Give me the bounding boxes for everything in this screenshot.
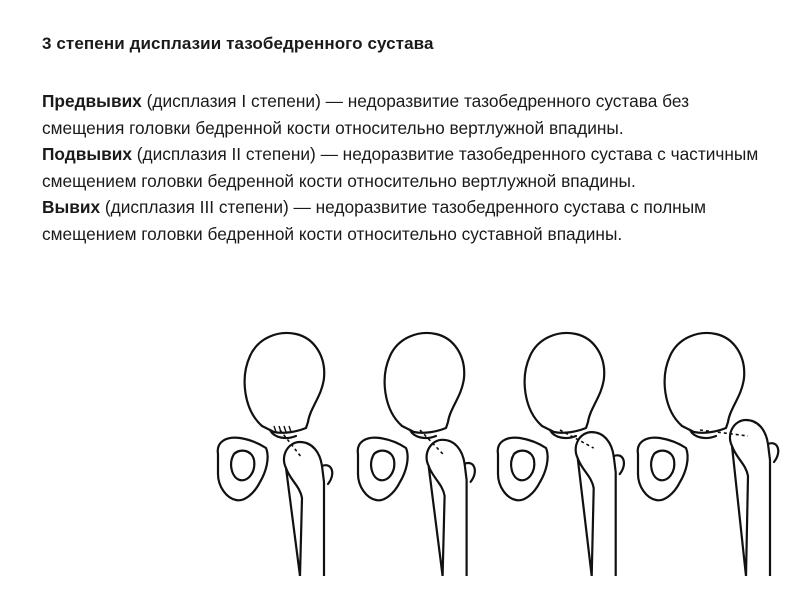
ilium-bone [665, 333, 745, 433]
slide-body [42, 88, 772, 247]
hatch-mark [289, 426, 291, 432]
femur-bone [284, 442, 324, 576]
definition: (дисплазия II степени) — недоразвитие тазобедренного сустава с частичным смещением головки бедренной кости относительно вертлужной впадины. [42, 144, 759, 191]
femur-bone [427, 440, 467, 576]
ilium-bone [245, 333, 325, 433]
term: Подвывих [42, 144, 132, 164]
ischium-pubis [358, 438, 408, 501]
definition: (дисплазия I степени) — недоразвитие тазобедренного сустава без смещения головки бедренной кости относительно вертлужной впадины. [42, 91, 690, 138]
hip-joint-panel [498, 333, 624, 576]
term: Предвывих [42, 91, 142, 111]
paragraph-podvyvih [42, 141, 772, 194]
ilium-bone [385, 333, 465, 433]
hip-joints-drawing [200, 326, 790, 576]
obturator-foramen [231, 451, 254, 481]
obturator-foramen [651, 451, 674, 481]
ischium-pubis [498, 438, 548, 501]
definition: (дисплазия III степени) — недоразвитие тазобедренного сустава с полным смещением головки бедренной кости относительно суставной впадины. [42, 197, 707, 244]
obturator-foramen [371, 451, 394, 481]
femur-bone [730, 420, 770, 576]
hip-joint-panel [358, 333, 475, 576]
paragraph-predvyvih [42, 88, 772, 141]
obturator-foramen [511, 451, 534, 481]
femur-bone [576, 432, 616, 576]
ischium-pubis [638, 438, 688, 501]
ilium-bone [525, 333, 605, 433]
hatch-mark [284, 426, 286, 432]
term: Вывих [42, 197, 101, 217]
hip-joint-panel [218, 333, 333, 576]
hip-joint-panel [638, 333, 779, 576]
slide-title: 3 степени дисплазии тазобедренного сустава [42, 34, 434, 53]
ischium-pubis [218, 438, 268, 501]
hip-dysplasia-illustration [200, 326, 790, 576]
paragraph-vyvih [42, 194, 772, 247]
